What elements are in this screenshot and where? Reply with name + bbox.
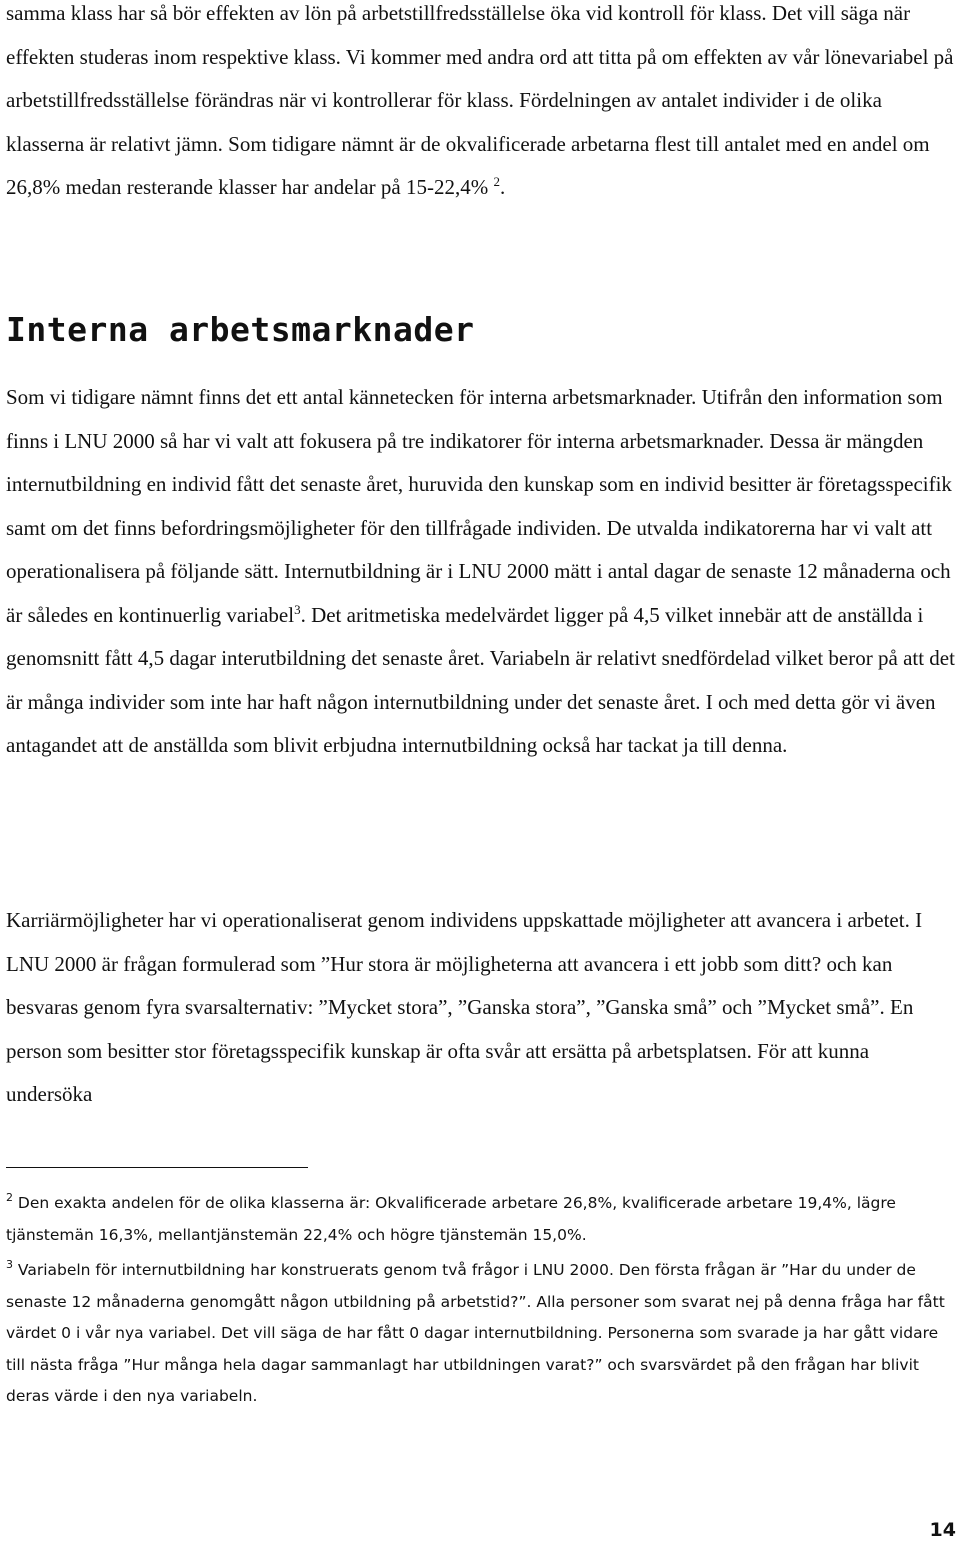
body-paragraph-2	[6, 376, 960, 768]
body-paragraph-3: Karriärmöjligheter har vi operationaliserat genom individens uppskattade möjligheter att avancera i arbetet. I LNU 2000 är frågan formulerad som ”Hur stora är möjligheterna att avancera i ett jobb som ditt? och kan besvaras genom fyra svarsalternativ: ”Mycket stora”, ”Ganska stora”, ”Ganska små” och ”Mycket små”. En person som besitter stor företagsspecifik kunskap är ofta svår att ersätta på arbetsplatsen. För att kunna undersöka	[6, 908, 923, 1106]
paragraph-1-end: .	[499, 175, 506, 199]
paragraph-2-text: Som vi tidigare nämnt finns det ett antal kännetecken för interna arbetsmarknader. Utifrån den information som finns i LNU 2000 så har vi valt att fokusera på tre indikatorer för interna arbetsmarknader. Dessa är mängden internutbildning en individ fått det senaste året, huruvida den kunskap som en individ besitter är företagsspecifik samt om det finns befordringsmöjligheter för den tillfrågade individen. De utvalda indikatorerna har vi valt att operationalisera på följande sätt. Internutbildning är i LNU 2000 mätt i antal dagar de senaste 12 månaderna och är således en kontinuerlig variabel	[6, 385, 952, 627]
footnote-separator	[6, 1167, 308, 1168]
paragraph-2-rest: . Det aritmetiska medelvärdet ligger på 4,5 vilket innebär att de anställda i genomsnitt fått 4,5 dagar interutbildning det senaste året. Variabeln är relativt snedfördelad vilket beror på att det är många individer som inte har haft någon internutbildning under det senaste året. I och med detta gör vi även antagandet att de anställda som blivit erbjudna internutbildning också har tackat ja till denna.	[6, 602, 955, 757]
footnotes	[6, 1188, 956, 1417]
footnote-ref-3[interactable]: 3	[294, 601, 301, 617]
footnote-number-3: 3	[6, 1258, 13, 1271]
footnote-3-text: Variabeln för internutbildning har konstruerats genom två frågor i LNU 2000. Den första frågan är ”Har du under de senaste 12 månaderna genomgått någon utbildning på arbetstid?”. Alla personer som svarat nej på denna fråga har fått värdet 0 i vår nya variabel. Det vill säga de har fått 0 dagar internutbildning. Personerna som svarade ja har gått vidare till nästa fråga ”Hur många hela dagar sammanlagt har utbildningen varat?” och svarsvärdet på den frågan har blivit deras värde i den nya variabeln.	[6, 1261, 945, 1405]
page-number: 14	[929, 1519, 956, 1541]
footnote-3	[6, 1255, 956, 1413]
paragraph-1-text: samma klass har så bör effekten av lön på arbetstillfredsställelse öka vid kontroll för klass. Det vill säga när effekten studeras inom respektive klass. Vi kommer med andra ord att titta på om effekten av vår lönevariabel på arbetstillfredsställelse förändras när vi kontrollerar för klass. Fördelningen av antalet individer i de olika klasserna är relativt jämn. Som tidigare nämnt är de okvalificerade arbetarna flest till antalet med en andel om 26,8% medan resterande klasser har andelar på 15-22,4%	[6, 1, 954, 199]
body-paragraph-1	[6, 0, 958, 210]
footnote-2-text: Den exakta andelen för de olika klasserna är: Okvalificerade arbetare 26,8%, kvalificerade arbetare 19,4%, lägre tjänstemän 16,3%, mellantjänstemän 22,4% och högre tjänstemän 15,0%.	[6, 1194, 896, 1244]
footnote-2	[6, 1188, 956, 1251]
section-heading: Interna arbetsmarknader	[6, 310, 475, 349]
footnote-number-2: 2	[6, 1191, 13, 1204]
footnote-ref-2[interactable]: 2	[493, 174, 500, 189]
